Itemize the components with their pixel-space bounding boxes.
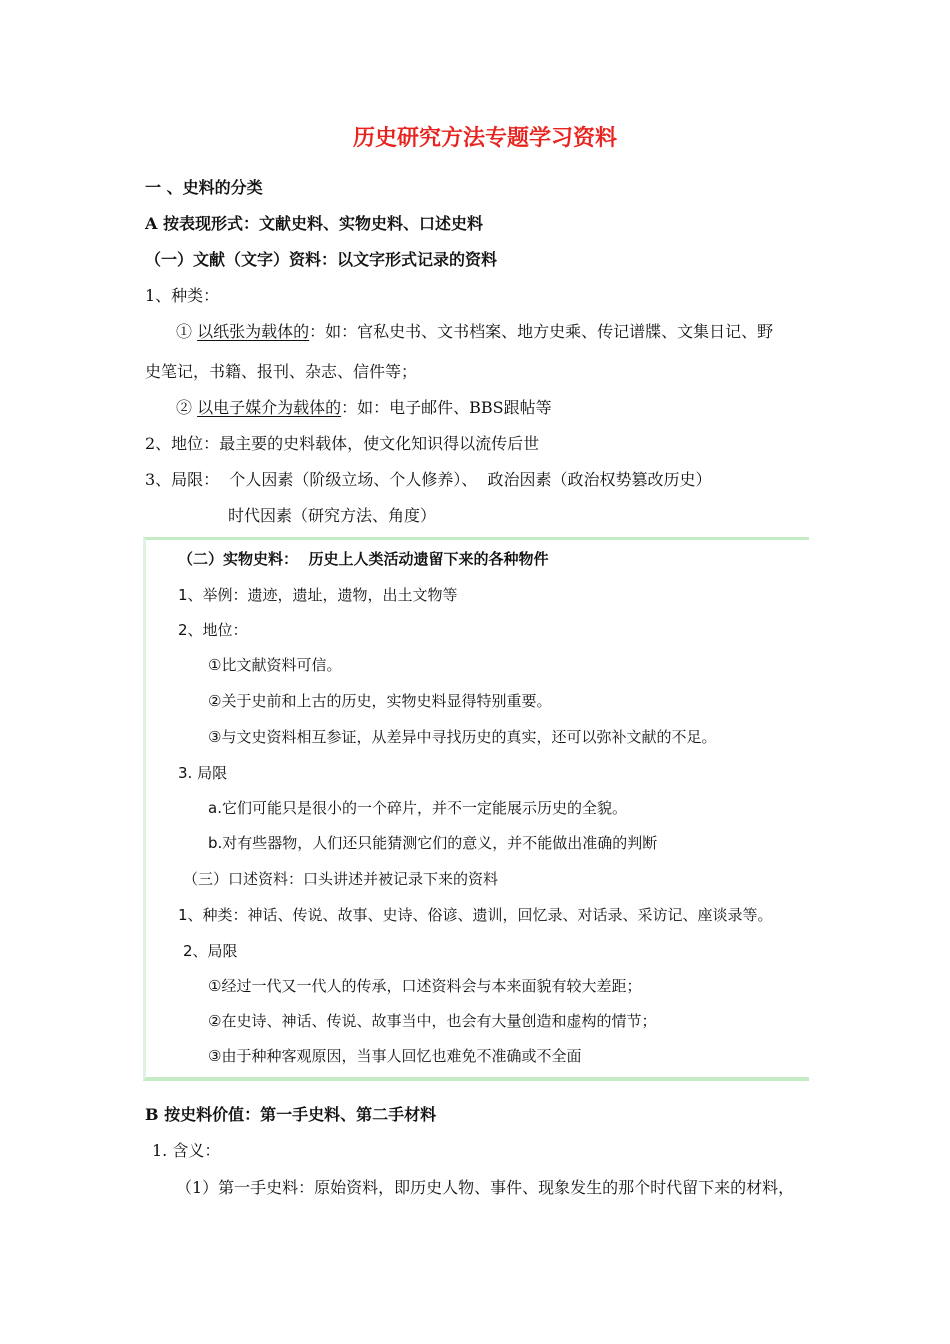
- subsection-b-heading: B 按史料价值：第一手史料、第二手材料: [145, 1105, 437, 1124]
- status-line: 2、地位：最主要的史料载体，使文化知识得以流传后世: [145, 434, 540, 453]
- box-line: 3. 局限: [178, 764, 228, 782]
- meaning-label: 1. 含义：: [152, 1141, 221, 1160]
- box-line: 2、局限: [183, 942, 238, 960]
- paper-carrier-label: 以纸张为载体的: [197, 322, 310, 341]
- box-line: ①经过一代又一代人的传承，口述资料会与本来面貌有较大差距；: [208, 977, 642, 995]
- page-title: 历史研究方法专题学习资料: [352, 125, 617, 151]
- box-line: ①比文献资料可信。: [208, 656, 342, 674]
- electronic-prefix: ②: [176, 398, 198, 417]
- documentary-heading: （一）文献（文字）资料：以文字形式记录的资料: [145, 250, 498, 269]
- box-line: b.对有些器物，人们还只能猜测它们的意义，并不能做出准确的判断: [208, 834, 658, 852]
- box-line: 2、地位：: [178, 621, 248, 639]
- paper-carrier-continuation: 史笔记，书籍、报刊、杂志、信件等；: [145, 362, 418, 381]
- paper-carrier-text: ：如：官私史书、文书档案、地方史乘、传记谱牒、文集日记、野: [309, 322, 774, 341]
- section-heading: 一 、史料的分类: [145, 178, 263, 197]
- box-line: a.它们可能只是很小的一个碎片，并不一定能展示历史的全貌。: [208, 799, 627, 817]
- box-line: ②在史诗、神话、传说、故事当中，也会有大量创造和虚构的情节；: [208, 1012, 657, 1030]
- material-heading: （二）实物史料： 历史上人类活动遗留下来的各种物件: [178, 550, 549, 568]
- box-line: ②关于史前和上古的历史，实物史料显得特别重要。: [208, 692, 552, 710]
- electronic-carrier-text: ：如：电子邮件、BBS跟帖等: [341, 398, 552, 417]
- box-line: ③由于种种客观原因，当事人回忆也难免不准确或不全面: [208, 1047, 582, 1065]
- box-line: ③与文史资料相互参证，从差异中寻找历史的真实，还可以弥补文献的不足。: [208, 728, 717, 746]
- paper-carrier-line: [176, 321, 773, 343]
- subsection-a-heading: A 按表现形式：文献史料、实物史料、口述史料: [145, 214, 483, 233]
- limitations-line: 3、局限： 个人因素（阶级立场、个人修养）、 政治因素（政治权势篡改历史）: [145, 470, 712, 489]
- electronic-carrier-label: 以电子媒介为载体的: [197, 398, 342, 417]
- oral-heading: （三）口述资料：口头讲述并被记录下来的资料: [183, 870, 499, 888]
- paper-prefix: ①: [176, 322, 198, 341]
- types-label: 1、种类：: [145, 286, 220, 305]
- electronic-carrier-line: [176, 397, 552, 419]
- box-line: 1、种类：神话、传说、故事、史诗、俗谚、遗训，回忆录、对话录、采访记、座谈录等。: [178, 906, 773, 924]
- limitations-line-2: 时代因素（研究方法、角度）: [228, 506, 437, 525]
- material-oral-sources-box: [143, 537, 809, 1081]
- first-hand-definition: （1）第一手史料：原始资料，即历史人物、事件、现象发生的那个时代留下来的材料，: [176, 1178, 795, 1197]
- box-line: 1、举例：遗迹，遗址，遗物，出土文物等: [178, 586, 458, 604]
